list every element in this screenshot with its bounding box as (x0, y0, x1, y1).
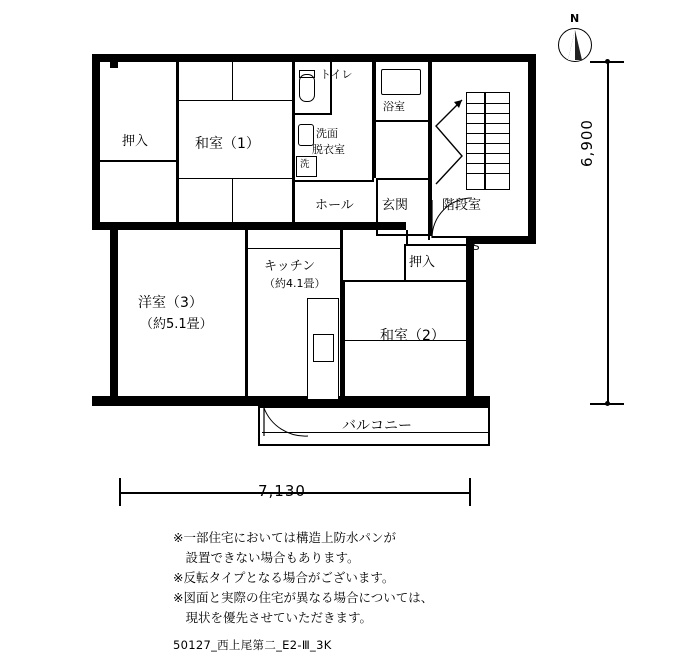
tatami-line-4 (232, 178, 233, 222)
label-oshiire-2: 押入 (409, 255, 436, 270)
wall-kitchen-left (245, 230, 248, 404)
label-kaidanshitsu: 階段室 (442, 198, 482, 213)
wall-top-outer (92, 54, 536, 62)
compass-north-label: N (570, 12, 580, 25)
balcony-outline-bottom (258, 444, 490, 446)
stairs-arrow-icon (432, 96, 470, 188)
balcony-outline-left (258, 406, 260, 446)
wall-toilet-bottom (295, 113, 332, 115)
wall-bath-bottom (374, 120, 430, 122)
label-datsuishitsu: 脱衣室 (312, 143, 345, 156)
label-senmen: 洗面 (316, 127, 338, 140)
wall-oshiire2-left (404, 244, 406, 280)
tatami-line-3 (232, 62, 233, 100)
compass-icon (558, 28, 592, 62)
wall-left-lower (110, 222, 118, 404)
bathtub-icon (381, 69, 421, 95)
wall-genkan-left (376, 178, 378, 236)
wall-right-lower (466, 244, 474, 406)
plan-code: 50127_西上尾第二_E2-Ⅲ_3K (173, 638, 332, 652)
wall-mid-horizontal (100, 222, 300, 230)
dim-horizontal-tick-right (469, 478, 471, 506)
stairs-icon (466, 92, 510, 190)
wall-genkan-top (376, 178, 430, 180)
balcony-outline-right (488, 406, 490, 446)
label-kitchen-size: （約4.1畳） (264, 277, 326, 290)
label-oshiire-1: 押入 (122, 134, 149, 149)
note-line-1: ※一部住宅においては構造上防水パンが (173, 530, 396, 545)
note-line-2: 設置できない場合もあります。 (173, 550, 360, 565)
toilet-fixture-icon (299, 74, 315, 102)
label-yoshitsu-3-size: （約5.1畳） (140, 317, 213, 332)
dim-vertical-dot-top (605, 59, 610, 64)
label-hall: ホール (315, 198, 354, 213)
wall-oshiire1-bottom (100, 160, 179, 162)
dim-vertical-label: 6,900 (578, 119, 596, 167)
wall-top-stub (110, 54, 118, 68)
wall-mid-horizontal-2 (300, 222, 406, 230)
label-ps: PS (466, 240, 480, 253)
wall-senmen-bottom (295, 180, 374, 182)
label-sentaku: 洗 (300, 159, 310, 170)
wall-genkan-bottom (376, 234, 430, 236)
tatami-line-2 (179, 178, 292, 179)
balcony-door-icon (262, 406, 310, 438)
label-kitchen: キッチン (264, 259, 316, 274)
label-yoshitsu-3: 洋室（3） (138, 295, 203, 311)
label-toilet: トイレ (320, 68, 353, 81)
wall-oshiire1-right (176, 62, 179, 162)
wall-oshiire1-inner (176, 162, 179, 222)
wall-washitsu1-right (292, 62, 295, 222)
kitchen-sink-icon (313, 334, 334, 362)
label-washitsu-2: 和室（2） (380, 328, 445, 344)
dim-horizontal-label: 7,130 (258, 482, 306, 500)
wall-kitchen-inner-top (248, 248, 340, 249)
dim-horizontal-tick-left (119, 478, 121, 506)
wall-right-outer (528, 54, 536, 244)
wall-left-upper (92, 54, 100, 229)
wall-oshiire2-top (404, 244, 466, 246)
compass-widget (552, 14, 612, 74)
label-genkan: 玄関 (382, 198, 409, 213)
wall-oshiire2-bottom (343, 280, 466, 282)
tatami-line-1 (179, 100, 292, 101)
note-line-5: 現状を優先させていただきます。 (173, 610, 373, 625)
dim-vertical-dot-bottom (605, 401, 610, 406)
dim-vertical-line (607, 62, 609, 404)
note-line-4: ※図面と実際の住宅が異なる場合については、 (173, 590, 434, 605)
wall-hall-partition (406, 230, 408, 244)
toilet-tank-icon (299, 70, 315, 78)
label-washitsu-1: 和室（1） (195, 136, 260, 152)
label-balcony: バルコニー (342, 418, 412, 434)
label-yokushitsu: 浴室 (383, 100, 405, 113)
note-line-3: ※反転タイプとなる場合がございます。 (173, 570, 395, 585)
